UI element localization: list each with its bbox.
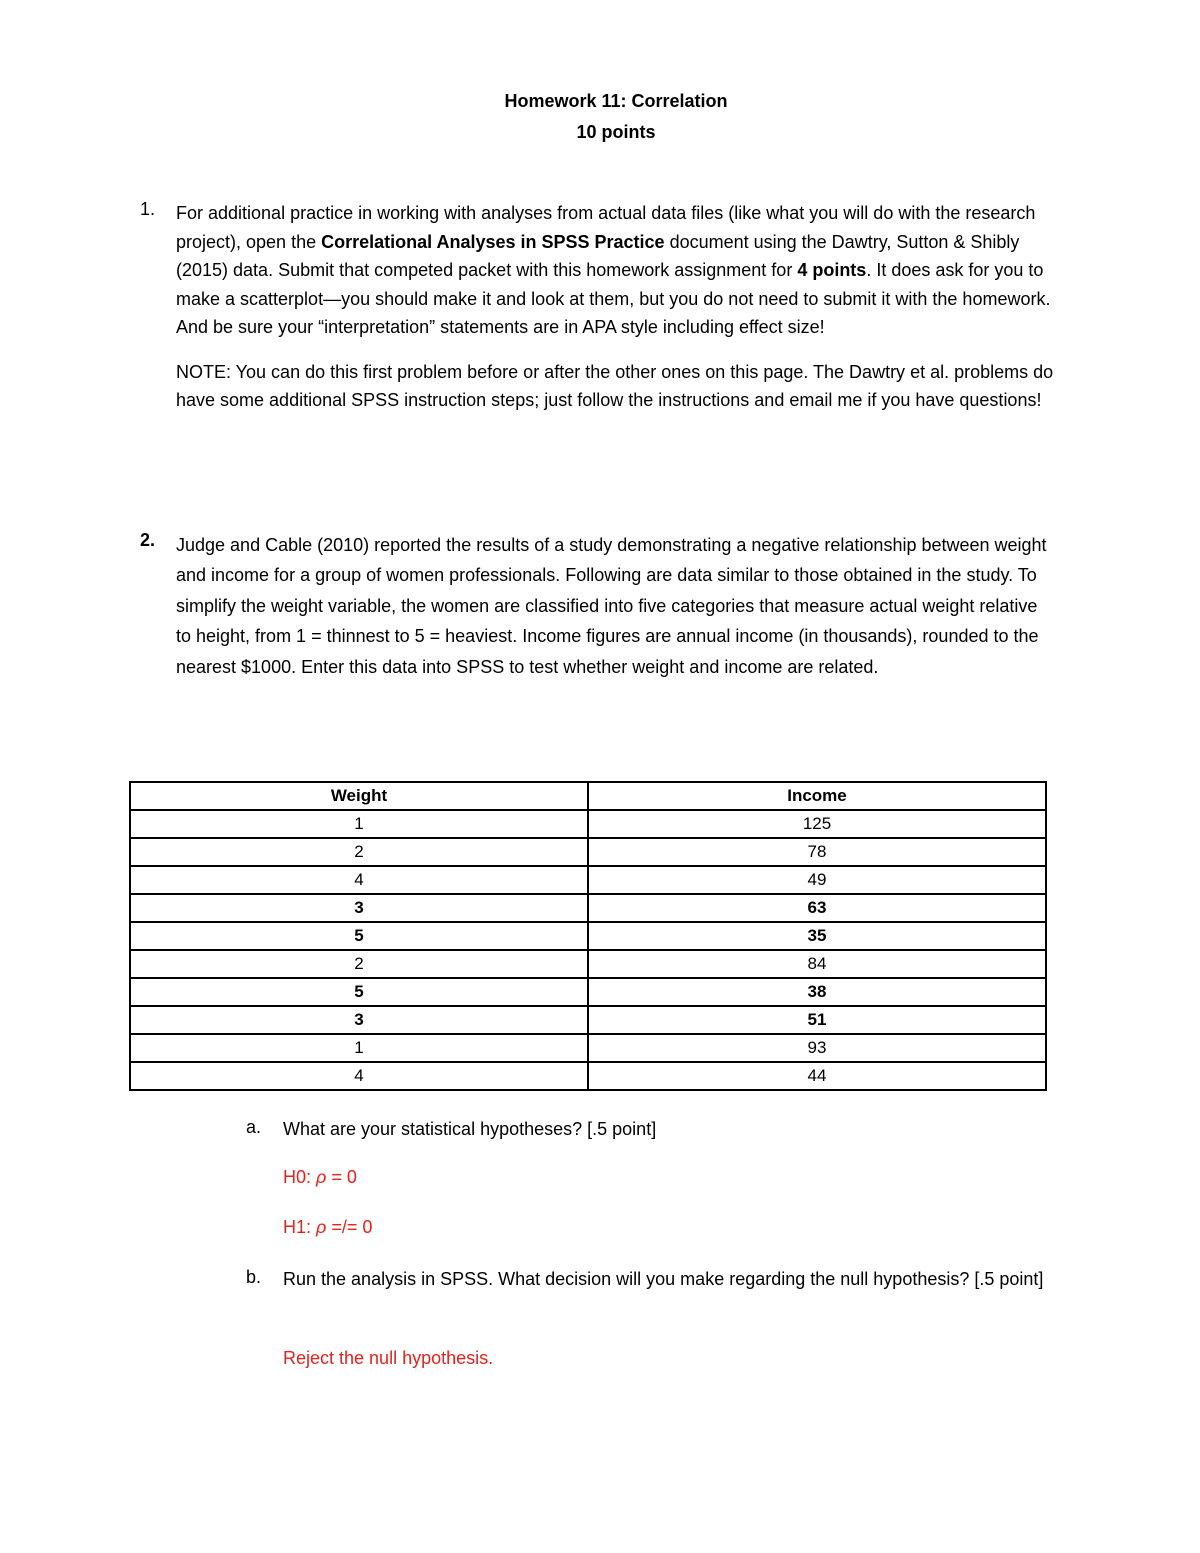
data-table	[129, 781, 1047, 1091]
income-cell: 78	[588, 838, 1046, 866]
q1-text-middle: document using the Dawtry, Sutton & Shibly (2015) data. Submit that competed packet with this homework assignment for	[176, 231, 1020, 280]
weight-cell: 3	[130, 894, 588, 922]
q1-text-start: For additional practice in working with analyses from actual data files (like what you will do with the research project), open the	[176, 203, 1036, 252]
answer-h0	[283, 1167, 357, 1188]
income-cell: 93	[588, 1034, 1046, 1062]
rho-symbol: ρ	[316, 1217, 327, 1237]
weight-cell: 5	[130, 978, 588, 1006]
table-row	[130, 810, 1046, 838]
weight-cell: 4	[130, 866, 588, 894]
weight-cell: 2	[130, 950, 588, 978]
income-cell: 35	[588, 922, 1046, 950]
q1-points: 4 points	[797, 260, 867, 280]
table-row	[130, 1034, 1046, 1062]
question-2-number: 2.	[140, 530, 156, 550]
question-2-text: Judge and Cable (2010) reported the results of a study demonstrating a negative relationship between weight and income for a group of women professionals. Following are data similar to those obtained in the study. To simplify the weight variable, the women are classified into five categories that measure actual weight relative to height, from 1 = thinnest to 5 = heaviest. Income figures are annual income (in thousands), rounded to the nearest $1000. Enter this data into SPSS to test whether weight and income are related.	[176, 535, 1047, 677]
income-cell: 84	[588, 950, 1046, 978]
weight-cell: 3	[130, 1006, 588, 1034]
income-cell: 44	[588, 1062, 1046, 1090]
part-a-label: a.	[246, 1117, 262, 1137]
income-cell: 49	[588, 866, 1046, 894]
rho-symbol: ρ	[316, 1167, 327, 1187]
table-row	[130, 866, 1046, 894]
part-b-answer: Reject the null hypothesis.	[283, 1348, 494, 1368]
table-row	[130, 922, 1046, 950]
weight-cell: 4	[130, 1062, 588, 1090]
answer-h1	[283, 1217, 372, 1238]
weight-cell: 5	[130, 922, 588, 950]
income-cell: 51	[588, 1006, 1046, 1034]
page-points: 10 points	[576, 122, 656, 142]
question-1	[176, 199, 1056, 415]
question-1-note: NOTE: You can do this first problem before or after the other ones on this page. The Dawtry et al. problems do have some additional SPSS instruction steps; just follow the instructions and email me if you have questions!	[176, 361, 1054, 410]
weight-cell: 1	[130, 810, 588, 838]
part-b-question: Run the analysis in SPSS. What decision will you make regarding the null hypothesis? [.5 point]	[283, 1269, 1044, 1289]
table-row	[130, 1006, 1046, 1034]
page-title: Homework 11: Correlation	[504, 91, 728, 111]
table-row	[130, 838, 1046, 866]
question-1-text	[176, 199, 1056, 342]
question-1-number: 1.	[140, 199, 156, 219]
column-header-income: Income	[588, 782, 1046, 810]
column-header-weight: Weight	[130, 782, 588, 810]
income-cell: 125	[588, 810, 1046, 838]
q1-text-end: . It does ask for you to make a scatterplot—you should make it and look at them, but you do not need to submit it with the homework. And be sure your “interpretation” statements are in APA style including effect size!	[176, 260, 1051, 337]
weight-cell: 1	[130, 1034, 588, 1062]
table-header-row	[130, 782, 1046, 810]
table-row	[130, 978, 1046, 1006]
h0-prefix: H0:	[283, 1167, 317, 1187]
table-row	[130, 894, 1046, 922]
h1-suffix: =/= 0	[326, 1217, 373, 1237]
h0-suffix: = 0	[326, 1167, 357, 1187]
table-row	[130, 1062, 1046, 1090]
h1-prefix: H1:	[283, 1217, 317, 1237]
table-row	[130, 950, 1046, 978]
q1-doc-name: Correlational Analyses in SPSS Practice	[321, 231, 665, 252]
weight-cell: 2	[130, 838, 588, 866]
income-cell: 63	[588, 894, 1046, 922]
part-b-label: b.	[246, 1267, 262, 1287]
income-cell: 38	[588, 978, 1046, 1006]
part-a-question: What are your statistical hypotheses? [.5 point]	[283, 1119, 657, 1139]
